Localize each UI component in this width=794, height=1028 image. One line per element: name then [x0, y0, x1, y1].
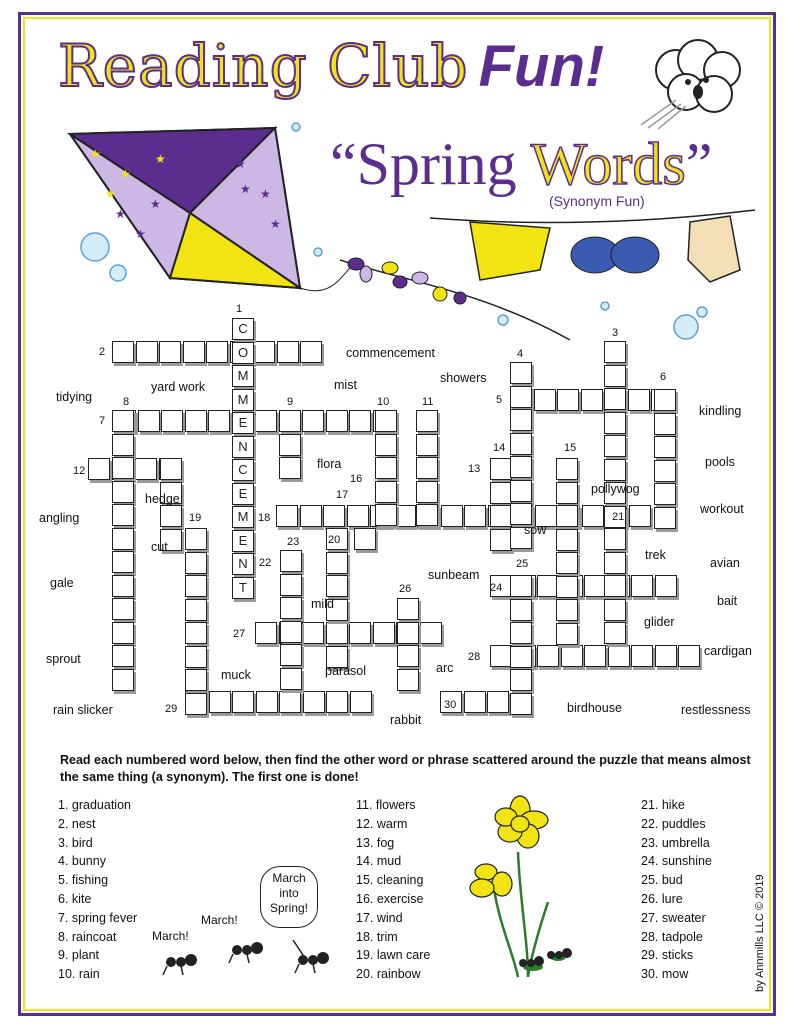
grid-cell[interactable]: [604, 341, 626, 363]
grid-cell[interactable]: [441, 505, 463, 527]
grid-cell[interactable]: [350, 691, 372, 713]
scattered-word: yard work: [151, 380, 206, 394]
clue-number: 19: [189, 512, 202, 524]
scattered-word: pollywog: [591, 482, 640, 496]
grid-cell[interactable]: [510, 503, 532, 525]
grid-cell[interactable]: [136, 341, 158, 363]
grid-cell[interactable]: [604, 435, 626, 457]
clue-number: 22: [259, 557, 272, 569]
clue-number: 5: [496, 394, 503, 406]
grid-cell[interactable]: [280, 550, 302, 572]
grid-cell[interactable]: [510, 669, 532, 691]
answer-cell[interactable]: C: [232, 318, 254, 340]
grid-cell[interactable]: [464, 505, 486, 527]
grid-cell[interactable]: [375, 457, 397, 479]
scattered-word: showers: [440, 371, 487, 385]
grid-cell[interactable]: [604, 599, 626, 621]
grid-cell[interactable]: [112, 341, 134, 363]
clue-number: 26: [399, 583, 412, 595]
grid-cell[interactable]: [253, 341, 275, 363]
scattered-word: rain slicker: [53, 703, 113, 717]
clue-number: 27: [233, 628, 246, 640]
grid-cell[interactable]: [112, 434, 134, 456]
grid-cell[interactable]: [510, 480, 532, 502]
clue-number: 6: [660, 371, 667, 383]
grid-cell[interactable]: [112, 669, 134, 691]
clue-number: 21: [612, 511, 625, 523]
grid-cell[interactable]: [534, 389, 556, 411]
grid-cell[interactable]: [347, 505, 369, 527]
grid-cell[interactable]: [209, 691, 231, 713]
clue-item: 18. trim: [356, 929, 398, 944]
grid-cell[interactable]: [375, 504, 397, 526]
grid-cell[interactable]: [537, 645, 559, 667]
grid-cell[interactable]: [303, 691, 325, 713]
grid-cell[interactable]: [510, 433, 532, 455]
clue-number: 3: [612, 327, 619, 339]
grid-cell[interactable]: [185, 599, 207, 621]
grid-cell[interactable]: [349, 622, 371, 644]
grid-cell[interactable]: [490, 505, 512, 527]
grid-cell[interactable]: [375, 481, 397, 503]
grid-cell[interactable]: [112, 622, 134, 644]
grid-cell[interactable]: [112, 504, 134, 526]
grid-cell[interactable]: [280, 644, 302, 666]
clue-item: 17. wind: [356, 910, 403, 925]
answer-cell[interactable]: E: [232, 530, 254, 552]
grid-cell[interactable]: [631, 645, 653, 667]
grid-cell[interactable]: [397, 645, 419, 667]
grid-cell[interactable]: [185, 552, 207, 574]
clue-item: 9. plant: [58, 948, 100, 963]
clue-number: 23: [287, 536, 300, 548]
clue-item: 3. bird: [58, 835, 93, 850]
clue-number: 8: [123, 396, 130, 408]
clue-list-col1: [58, 796, 137, 984]
grid-cell[interactable]: [510, 646, 532, 668]
grid-cell[interactable]: [112, 528, 134, 550]
clue-item: 28. tadpole: [641, 929, 703, 944]
svg-text:★: ★: [155, 152, 166, 166]
svg-text:★: ★: [270, 217, 281, 231]
svg-text:★: ★: [120, 167, 131, 181]
grid-cell[interactable]: [628, 389, 650, 411]
grid-cell[interactable]: [654, 413, 676, 435]
clue-list-col2: [356, 796, 430, 984]
answer-cell[interactable]: M: [232, 506, 254, 528]
grid-cell[interactable]: [185, 410, 207, 432]
grid-cell[interactable]: [604, 388, 626, 410]
svg-text:★: ★: [105, 187, 116, 201]
scattered-word: cardigan: [704, 644, 752, 658]
grid-cell[interactable]: [416, 434, 438, 456]
scattered-word: cut: [151, 540, 168, 554]
grid-cell[interactable]: [112, 598, 134, 620]
scattered-word: trek: [645, 548, 666, 562]
grid-cell[interactable]: [279, 457, 301, 479]
grid-cell[interactable]: [208, 410, 230, 432]
clue-number: 25: [516, 558, 529, 570]
clue-item: 27. sweater: [641, 910, 706, 925]
puzzle-title: “Spring Words”: [330, 131, 713, 197]
grid-cell[interactable]: [326, 552, 348, 574]
grid-cell[interactable]: [510, 575, 532, 597]
grid-cell[interactable]: [160, 505, 182, 527]
grid-cell[interactable]: [556, 552, 578, 574]
svg-text:★: ★: [235, 157, 246, 171]
clue-number: 16: [350, 473, 363, 485]
grid-cell[interactable]: [277, 341, 299, 363]
grid-cell[interactable]: [326, 622, 348, 644]
grid-cell[interactable]: [654, 507, 676, 529]
grid-cell[interactable]: [561, 645, 583, 667]
grid-cell[interactable]: [556, 576, 578, 598]
grid-cell[interactable]: [604, 459, 626, 481]
clue-item: 25. bud: [641, 873, 683, 888]
grid-cell[interactable]: [255, 410, 277, 432]
grid-cell[interactable]: [654, 389, 676, 411]
grid-cell[interactable]: [556, 458, 578, 480]
grid-cell[interactable]: [490, 458, 512, 480]
grid-cell[interactable]: [112, 575, 134, 597]
grid-cell[interactable]: [206, 341, 228, 363]
svg-text:★: ★: [135, 227, 146, 241]
grid-cell[interactable]: [256, 691, 278, 713]
clue-item: 12. warm: [356, 816, 408, 831]
scattered-word: angling: [39, 511, 80, 525]
clue-item: 14. mud: [356, 854, 402, 869]
scattered-word: sprout: [46, 652, 81, 666]
grid-cell[interactable]: [185, 646, 207, 668]
grid-cell[interactable]: [629, 505, 651, 527]
answer-cell[interactable]: N: [232, 553, 254, 575]
grid-cell[interactable]: [373, 622, 395, 644]
grid-cell[interactable]: [302, 410, 324, 432]
grid-cell[interactable]: [556, 505, 578, 527]
grid-cell[interactable]: [604, 552, 626, 574]
ants-illustration: [155, 930, 345, 980]
scattered-word: arc: [436, 661, 454, 675]
grid-cell[interactable]: [280, 597, 302, 619]
grid-cell[interactable]: [416, 410, 438, 432]
svg-text:★: ★: [115, 207, 126, 221]
grid-cell[interactable]: [185, 693, 207, 715]
clue-number: 13: [468, 463, 481, 475]
scattered-word: gale: [50, 576, 74, 590]
grid-cell[interactable]: [300, 341, 322, 363]
clue-number: 29: [165, 703, 178, 715]
clue-number: 20: [328, 534, 341, 546]
grid-cell[interactable]: [280, 574, 302, 596]
clue-item: 22. puddles: [641, 816, 706, 831]
clue-number: 14: [493, 442, 506, 454]
svg-text:★: ★: [90, 147, 101, 161]
grid-cell[interactable]: [112, 551, 134, 573]
grid-cell[interactable]: [185, 622, 207, 644]
grid-cell[interactable]: [490, 529, 512, 551]
answer-cell[interactable]: O: [232, 342, 254, 364]
grid-cell[interactable]: [604, 575, 626, 597]
ant-speech-left: March!: [152, 929, 189, 943]
grid-cell[interactable]: [300, 505, 322, 527]
grid-cell[interactable]: [487, 691, 509, 713]
grid-cell[interactable]: [397, 598, 419, 620]
grid-cell[interactable]: [135, 458, 157, 480]
clue-number: 9: [287, 396, 294, 408]
svg-text:★: ★: [150, 197, 161, 211]
grid-cell[interactable]: [160, 458, 182, 480]
clue-number: 17: [336, 489, 349, 501]
grid-cell[interactable]: [279, 434, 301, 456]
grid-cell[interactable]: [582, 505, 604, 527]
grid-cell[interactable]: [510, 362, 532, 384]
grid-cell[interactable]: [510, 622, 532, 644]
grid-cell[interactable]: [326, 410, 348, 432]
grid-cell[interactable]: [276, 505, 298, 527]
grid-cell[interactable]: [464, 691, 486, 713]
clue-number: 4: [517, 348, 524, 360]
clue-item: 21. hike: [641, 798, 685, 812]
grid-cell[interactable]: [510, 693, 532, 715]
grid-cell[interactable]: [112, 457, 134, 479]
grid-cell[interactable]: [510, 599, 532, 621]
grid-cell[interactable]: [678, 645, 700, 667]
title-part-1: Reading Club: [58, 32, 469, 100]
answer-cell[interactable]: M: [232, 365, 254, 387]
grid-cell[interactable]: [279, 691, 301, 713]
scattered-word: commencement: [346, 346, 435, 360]
clue-number: 1: [236, 303, 243, 315]
grid-cell[interactable]: [279, 410, 301, 432]
grid-cell[interactable]: [631, 575, 653, 597]
grid-cell[interactable]: [604, 622, 626, 644]
scattered-word: sow: [524, 523, 547, 537]
clue-number: 11: [422, 396, 434, 408]
grid-cell[interactable]: [654, 436, 676, 458]
ant-speech-bubble: March into Spring!: [260, 866, 318, 928]
clue-number: 15: [564, 442, 577, 454]
grid-cell[interactable]: [584, 575, 606, 597]
instructions: Read each numbered word below, then find the other word or phrase scattered around the puzzle that means almost the same thing (a synonym). The first one is done!: [60, 753, 751, 784]
grid-cell[interactable]: [416, 504, 438, 526]
clue-item: 10. rain: [58, 967, 100, 982]
scattered-word: glider: [644, 615, 675, 629]
grid-cell[interactable]: [510, 456, 532, 478]
clue-item: 24. sunshine: [641, 854, 712, 869]
grid-cell[interactable]: [416, 457, 438, 479]
grid-cell[interactable]: [161, 410, 183, 432]
scattered-word: rabbit: [390, 713, 422, 727]
grid-cell[interactable]: [280, 621, 302, 643]
scattered-word: tidying: [56, 390, 93, 404]
clue-item: 8. raincoat: [58, 929, 117, 944]
grid-cell[interactable]: [326, 575, 348, 597]
grid-cell[interactable]: [112, 410, 134, 432]
grid-cell[interactable]: [397, 622, 419, 644]
clue-item: 16. exercise: [356, 891, 424, 906]
grid-cell[interactable]: [604, 412, 626, 434]
grid-cell[interactable]: [655, 575, 677, 597]
scattered-word: mist: [334, 378, 357, 392]
grid-cell[interactable]: [112, 481, 134, 503]
ants-flowers-illustration: [515, 945, 575, 975]
clue-item: 4. bunny: [58, 854, 106, 869]
grid-cell[interactable]: [159, 341, 181, 363]
grid-cell[interactable]: [556, 599, 578, 621]
grid-cell[interactable]: [654, 460, 676, 482]
answer-cell[interactable]: N: [232, 436, 254, 458]
answer-cell[interactable]: E: [232, 412, 254, 434]
clue-number: 18: [258, 512, 271, 524]
scattered-word: parasol: [325, 664, 366, 678]
answer-cell[interactable]: T: [232, 577, 254, 599]
clue-list-col3: [641, 796, 712, 984]
grid-cell[interactable]: [326, 691, 348, 713]
clue-item: 20. rainbow: [356, 967, 421, 982]
clue-item: 26. lure: [641, 891, 683, 906]
scattered-word: sunbeam: [428, 568, 480, 582]
grid-cell[interactable]: [112, 645, 134, 667]
grid-cell[interactable]: [556, 482, 578, 504]
grid-cell[interactable]: [323, 505, 345, 527]
grid-cell[interactable]: [183, 341, 205, 363]
clue-number: 10: [377, 396, 390, 408]
grid-cell[interactable]: [138, 410, 160, 432]
clue-number: 2: [99, 346, 106, 358]
grid-cell[interactable]: [302, 622, 324, 644]
answer-cell[interactable]: M: [232, 389, 254, 411]
grid-cell[interactable]: [604, 365, 626, 387]
grid-cell[interactable]: [608, 645, 630, 667]
svg-text:★: ★: [240, 182, 251, 196]
answer-cell[interactable]: C: [232, 459, 254, 481]
grid-cell[interactable]: [556, 529, 578, 551]
grid-cell[interactable]: [654, 483, 676, 505]
scattered-word: avian: [710, 556, 740, 570]
grid-cell[interactable]: [557, 389, 579, 411]
grid-cell[interactable]: [655, 645, 677, 667]
scattered-word: pools: [705, 455, 735, 469]
grid-cell[interactable]: [185, 528, 207, 550]
title-part-2: Fun!: [478, 34, 605, 99]
clue-item: 15. cleaning: [356, 873, 424, 888]
puzzle-subtitle: (Synonym Fun): [549, 193, 645, 209]
grid-cell[interactable]: [397, 669, 419, 691]
grid-cell[interactable]: [581, 389, 603, 411]
grid-cell[interactable]: [375, 410, 397, 432]
grid-cell[interactable]: [88, 458, 110, 480]
scattered-word: mild: [311, 597, 334, 611]
scattered-word: muck: [221, 668, 251, 682]
scattered-word: restlessness: [681, 703, 751, 717]
clue-number: 28: [468, 651, 481, 663]
clue-number: 24: [490, 582, 503, 594]
clue-number: 30: [444, 699, 457, 711]
grid-cell[interactable]: [490, 645, 512, 667]
clue-item: 29. sticks: [641, 948, 694, 963]
copyright-notice: by Annmills LLC © 2019: [754, 874, 766, 992]
clue-item: 11. flowers: [356, 798, 416, 812]
svg-text:★: ★: [260, 187, 271, 201]
scattered-word: birdhouse: [567, 701, 622, 715]
grid-cell[interactable]: [490, 482, 512, 504]
grid-cell[interactable]: [604, 528, 626, 550]
clue-item: 13. fog: [356, 835, 395, 850]
grid-cell[interactable]: [510, 386, 532, 408]
grid-cell[interactable]: [185, 669, 207, 691]
scattered-word: workout: [700, 502, 744, 516]
scattered-word: bait: [717, 594, 738, 608]
clue-item: 5. fishing: [58, 873, 109, 888]
clue-number: 7: [99, 415, 106, 427]
scattered-word: hedge: [145, 492, 180, 506]
clue-item: 30. mow: [641, 967, 689, 982]
clue-item: 7. spring fever: [58, 910, 138, 925]
grid-cell[interactable]: [420, 622, 442, 644]
grid-cell[interactable]: [349, 410, 371, 432]
ant-speech-middle: March!: [201, 913, 238, 927]
grid-cell[interactable]: [232, 691, 254, 713]
clue-item: 2. nest: [58, 816, 96, 831]
grid-cell[interactable]: [280, 668, 302, 690]
clue-item: 19. lawn care: [356, 948, 431, 963]
bubbles-decoration: [0, 0, 794, 400]
scattered-word: kindling: [699, 404, 742, 418]
clue-number: 12: [73, 465, 86, 477]
grid-cell[interactable]: [416, 481, 438, 503]
clue-item: 23. umbrella: [641, 835, 710, 850]
answer-cell[interactable]: E: [232, 483, 254, 505]
grid-cell[interactable]: [255, 622, 277, 644]
grid-cell[interactable]: [375, 434, 397, 456]
clue-item: 6. kite: [58, 891, 92, 906]
grid-cell[interactable]: [556, 623, 578, 645]
grid-cell[interactable]: [354, 528, 376, 550]
clue-item: 1. graduation: [58, 798, 131, 812]
grid-cell[interactable]: [584, 645, 606, 667]
grid-cell[interactable]: [510, 409, 532, 431]
scattered-word: flora: [317, 457, 342, 471]
grid-cell[interactable]: [185, 575, 207, 597]
